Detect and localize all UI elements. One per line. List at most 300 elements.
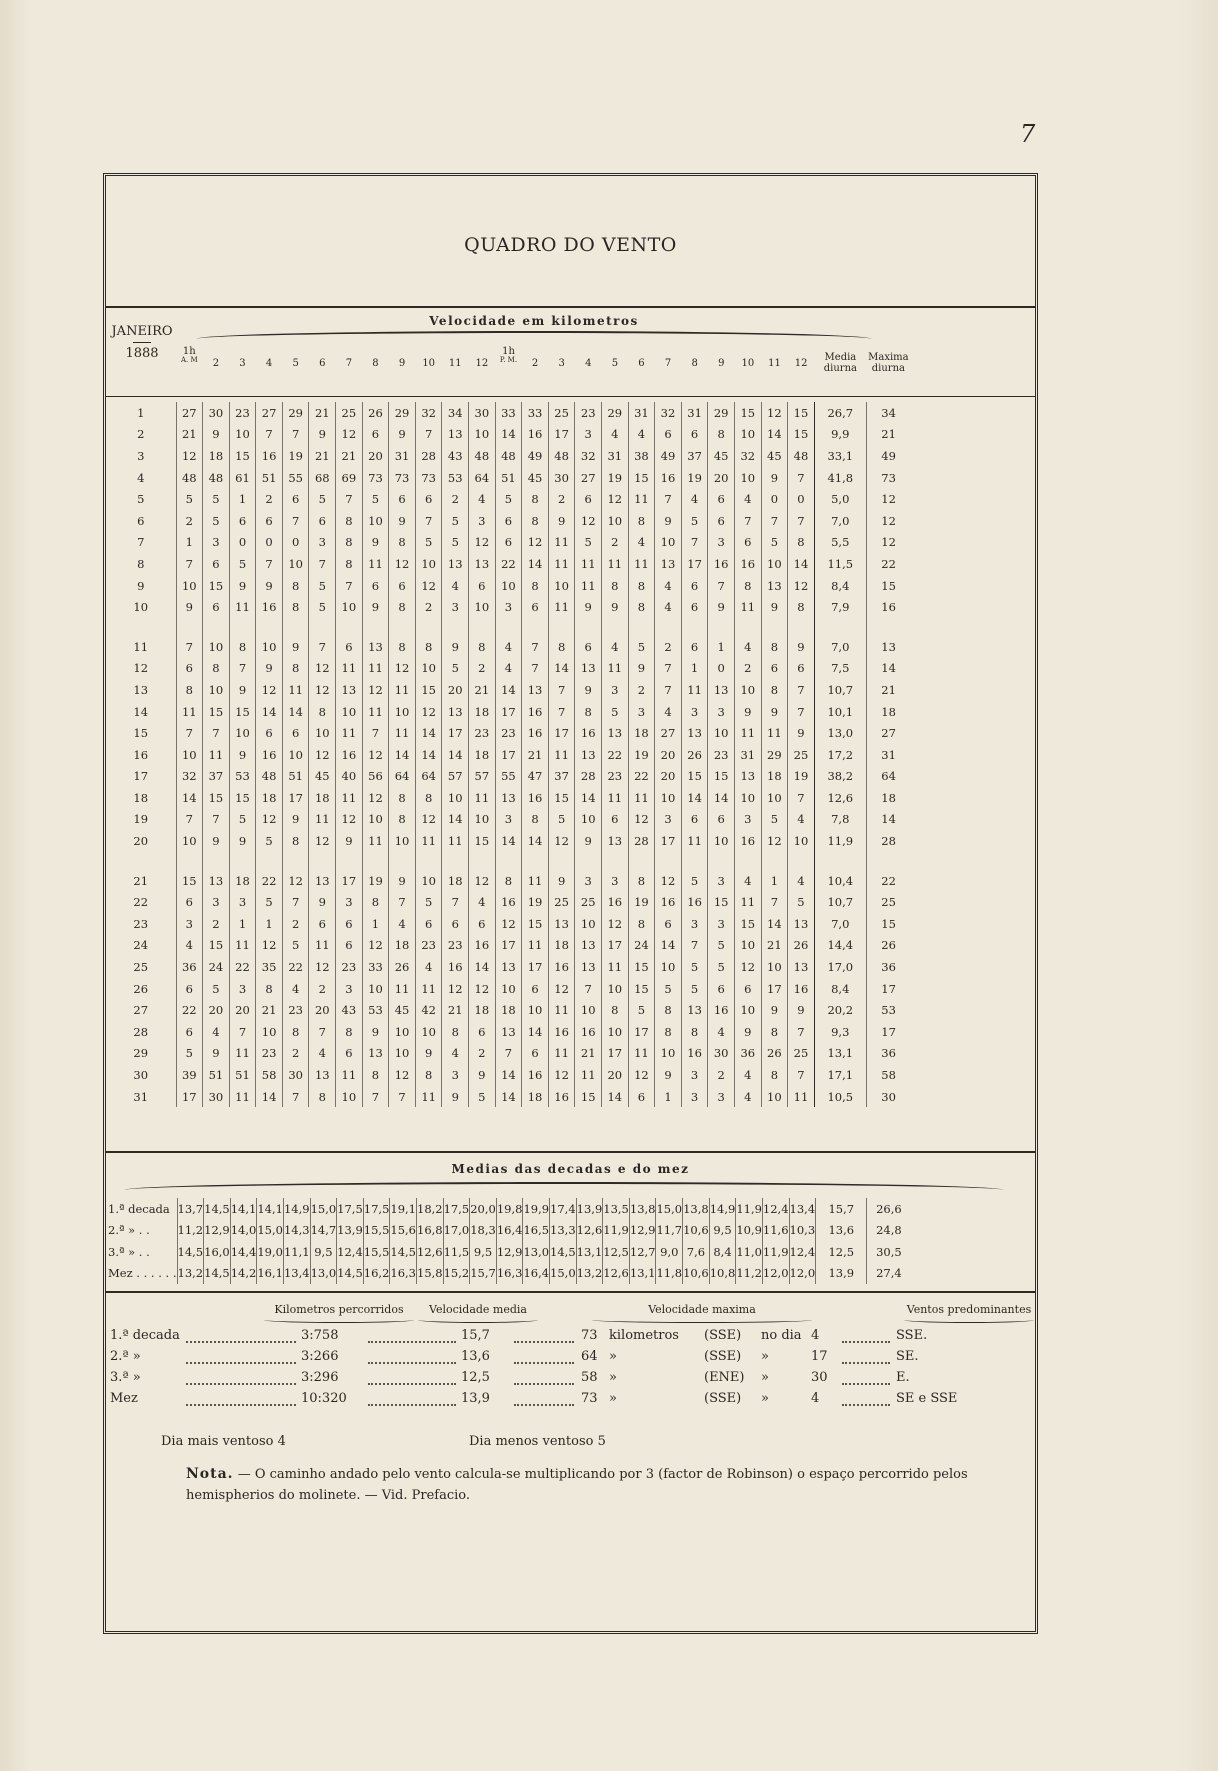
hour-cell: 42 bbox=[415, 999, 442, 1021]
hour-cell: 7 bbox=[389, 1086, 416, 1108]
hour-cell: 8 bbox=[389, 809, 416, 831]
decade-hour-cell: 16,2 bbox=[363, 1263, 390, 1285]
max-cell: 21 bbox=[866, 679, 910, 701]
hour-cell: 14 bbox=[256, 1086, 283, 1108]
hour-cell: 16 bbox=[256, 596, 283, 618]
hour-cell: 14 bbox=[495, 830, 522, 852]
hour-cell: 10 bbox=[336, 701, 363, 723]
hour-cell: 45 bbox=[761, 445, 788, 467]
hour-cell: 10 bbox=[415, 553, 442, 575]
hour-cell: 5 bbox=[681, 956, 708, 978]
decade-hour-cell: 14,1 bbox=[257, 1198, 284, 1220]
hour-cell: 15 bbox=[229, 445, 256, 467]
hour-cell: 11 bbox=[628, 787, 655, 809]
hour-header: 10 bbox=[741, 358, 755, 369]
hour-cell: 10 bbox=[415, 870, 442, 892]
hour-cell: 19 bbox=[602, 467, 629, 489]
hour-cell: 7 bbox=[655, 679, 682, 701]
day-cell: 22 bbox=[133, 895, 149, 910]
decade-hour-cell: 20,0 bbox=[470, 1198, 497, 1220]
hour-cell: 20 bbox=[203, 999, 230, 1021]
month-label bbox=[110, 324, 174, 361]
hour-cell: 16 bbox=[681, 891, 708, 913]
hour-cell: 8 bbox=[389, 636, 416, 658]
hour-cell: 15 bbox=[203, 935, 230, 957]
hour-cell: 17 bbox=[602, 935, 629, 957]
hour-cell: 53 bbox=[362, 999, 389, 1021]
hour-cell: 6 bbox=[469, 575, 496, 597]
hour-cell: 12 bbox=[309, 956, 336, 978]
hour-cell: 10 bbox=[256, 1021, 283, 1043]
hour-cell: 18 bbox=[469, 744, 496, 766]
hour-cell: 21 bbox=[309, 445, 336, 467]
hour-cell: 9 bbox=[389, 510, 416, 532]
hour-cell: 9 bbox=[788, 999, 815, 1021]
hour-cell: 12 bbox=[309, 658, 336, 680]
hour-cell: 14 bbox=[176, 787, 203, 809]
table-row bbox=[106, 679, 910, 701]
max-cell: 12 bbox=[866, 532, 910, 554]
hour-cell: 11 bbox=[734, 596, 761, 618]
hour-cell: 2 bbox=[469, 1043, 496, 1065]
summary-max-unit: » bbox=[609, 1391, 617, 1406]
hour-cell: 16 bbox=[548, 956, 575, 978]
hour-cell: 7 bbox=[548, 679, 575, 701]
hour-cell: 11 bbox=[442, 830, 469, 852]
day-cell: 21 bbox=[133, 873, 149, 888]
hour-cell: 13 bbox=[761, 575, 788, 597]
decade-avg-cell: 13,9 bbox=[816, 1263, 867, 1285]
hour-cell: 6 bbox=[734, 532, 761, 554]
day-cell: 9 bbox=[137, 578, 145, 593]
decade-hour-cell: 15,7 bbox=[470, 1263, 497, 1285]
hour-cell: 8 bbox=[788, 596, 815, 618]
summary-km: 10:320 bbox=[301, 1391, 347, 1406]
hour-cell: 6 bbox=[708, 978, 735, 1000]
hour-cell: 39 bbox=[176, 1064, 203, 1086]
avg-cell: 10,7 bbox=[814, 679, 866, 701]
avg-cell: 17,0 bbox=[814, 956, 866, 978]
hour-cell: 18 bbox=[761, 766, 788, 788]
hour-cell: 20 bbox=[655, 744, 682, 766]
decade-hour-cell: 13,3 bbox=[550, 1220, 577, 1242]
hour-cell: 14 bbox=[522, 830, 549, 852]
max-cell: 12 bbox=[866, 488, 910, 510]
hour-cell: 8 bbox=[336, 510, 363, 532]
hour-cell: 45 bbox=[389, 999, 416, 1021]
hour-cell: 12 bbox=[256, 679, 283, 701]
hour-cell: 2 bbox=[256, 488, 283, 510]
decade-hour-cell: 15,8 bbox=[417, 1263, 444, 1285]
decade-hour-cell: 13,1 bbox=[629, 1263, 656, 1285]
hour-cell: 9 bbox=[575, 596, 602, 618]
decade-hour-cell: 19,9 bbox=[523, 1198, 550, 1220]
hour-cell: 5 bbox=[362, 488, 389, 510]
hour-cell: 0 bbox=[229, 532, 256, 554]
hour-cell: 3 bbox=[203, 532, 230, 554]
hour-cell: 4 bbox=[628, 424, 655, 446]
hour-cell: 11 bbox=[469, 787, 496, 809]
hour-cell: 12 bbox=[415, 575, 442, 597]
hour-cell: 29 bbox=[708, 402, 735, 424]
table-row bbox=[106, 510, 910, 532]
hour-cell: 11 bbox=[415, 1086, 442, 1108]
decade-hour-cell: 13,4 bbox=[789, 1198, 816, 1220]
hour-cell: 13 bbox=[442, 553, 469, 575]
hour-cell: 36 bbox=[176, 956, 203, 978]
hour-cell: 15 bbox=[708, 891, 735, 913]
hour-cell: 17 bbox=[176, 1086, 203, 1108]
hour-cell: 15 bbox=[415, 679, 442, 701]
decade-hour-cell: 14,0 bbox=[230, 1220, 257, 1242]
hour-cell: 18 bbox=[442, 870, 469, 892]
hour-cell: 11 bbox=[336, 1064, 363, 1086]
max-header: Maxima diurna bbox=[868, 352, 909, 374]
day-cell: 6 bbox=[137, 513, 145, 528]
hour-cell: 13 bbox=[469, 553, 496, 575]
hour-cell: 16 bbox=[655, 467, 682, 489]
hour-cell: 23 bbox=[575, 402, 602, 424]
hour-cell: 8 bbox=[628, 575, 655, 597]
summary-label: Mez bbox=[110, 1391, 138, 1406]
hour-cell: 8 bbox=[415, 787, 442, 809]
hour-cell: 23 bbox=[415, 935, 442, 957]
hour-cell: 15 bbox=[176, 870, 203, 892]
hour-cell: 8 bbox=[389, 596, 416, 618]
hour-cell: 25 bbox=[548, 402, 575, 424]
hour-cell: 6 bbox=[203, 596, 230, 618]
max-cell: 15 bbox=[866, 913, 910, 935]
hour-cell: 11 bbox=[362, 830, 389, 852]
hour-cell: 15 bbox=[628, 956, 655, 978]
table-row bbox=[106, 636, 910, 658]
hour-cell: 6 bbox=[681, 809, 708, 831]
hour-cell: 31 bbox=[389, 445, 416, 467]
hour-cell: 10 bbox=[389, 830, 416, 852]
hour-cell: 28 bbox=[415, 445, 442, 467]
note-label: Nota. bbox=[186, 1466, 234, 1482]
hour-cell: 13 bbox=[548, 913, 575, 935]
hour-cell: 4 bbox=[442, 1043, 469, 1065]
hour-cell: 3 bbox=[336, 891, 363, 913]
decade-avg-cell: 15,7 bbox=[816, 1198, 867, 1220]
hour-cell: 6 bbox=[442, 913, 469, 935]
day-cell: 31 bbox=[133, 1089, 149, 1104]
hour-cell: 17 bbox=[495, 701, 522, 723]
hour-cell: 8 bbox=[282, 1021, 309, 1043]
decade-hour-cell: 17,5 bbox=[363, 1198, 390, 1220]
hour-cell: 17 bbox=[442, 722, 469, 744]
hour-cell: 2 bbox=[282, 1043, 309, 1065]
summary-dir: (SSE) bbox=[704, 1328, 742, 1343]
hour-cell: 10 bbox=[176, 830, 203, 852]
hour-cell: 14 bbox=[495, 1064, 522, 1086]
hour-cell: 23 bbox=[469, 722, 496, 744]
hour-cell: 1 bbox=[229, 488, 256, 510]
hour-cell: 6 bbox=[495, 510, 522, 532]
note bbox=[186, 1464, 1016, 1506]
hour-cell: 10 bbox=[442, 787, 469, 809]
hour-cell: 7 bbox=[336, 488, 363, 510]
hour-cell: 12 bbox=[282, 870, 309, 892]
hour-cell: 10 bbox=[362, 978, 389, 1000]
decade-hour-cell: 13,0 bbox=[523, 1241, 550, 1263]
hour-cell: 30 bbox=[548, 467, 575, 489]
dot-leader bbox=[368, 1341, 456, 1343]
decade-hour-cell: 13,2 bbox=[576, 1263, 603, 1285]
hour-cell: 48 bbox=[495, 445, 522, 467]
decade-hour-cell: 17,4 bbox=[550, 1198, 577, 1220]
hour-cell: 27 bbox=[256, 402, 283, 424]
dot-leader bbox=[842, 1362, 890, 1364]
hour-cell: 13 bbox=[575, 956, 602, 978]
hour-cell: 16 bbox=[681, 1043, 708, 1065]
hour-cell: 9 bbox=[548, 510, 575, 532]
avg-cell: 7,8 bbox=[814, 809, 866, 831]
hour-header: 6 bbox=[319, 358, 326, 369]
max-cell: 73 bbox=[866, 467, 910, 489]
hour-cell: 4 bbox=[734, 488, 761, 510]
hour-cell: 6 bbox=[469, 1021, 496, 1043]
hour-cell: 12 bbox=[469, 532, 496, 554]
hour-cell: 8 bbox=[256, 978, 283, 1000]
table-row bbox=[106, 575, 910, 597]
hour-cell: 7 bbox=[761, 891, 788, 913]
hour-cell: 48 bbox=[176, 467, 203, 489]
hour-cell: 16 bbox=[602, 891, 629, 913]
summary-dia-word: » bbox=[761, 1349, 769, 1364]
hour-cell: 13 bbox=[575, 935, 602, 957]
decade-hour-cell: 15,5 bbox=[363, 1241, 390, 1263]
hour-cell: 8 bbox=[495, 870, 522, 892]
hour-cell: 7 bbox=[415, 424, 442, 446]
summary-max-val: 73 bbox=[581, 1328, 598, 1343]
hour-cell: 7 bbox=[655, 488, 682, 510]
dot-leader bbox=[186, 1362, 296, 1364]
hour-cell: 16 bbox=[469, 935, 496, 957]
hour-cell: 16 bbox=[788, 978, 815, 1000]
hour-cell: 6 bbox=[628, 1086, 655, 1108]
title-rule bbox=[106, 306, 1035, 308]
hour-cell: 14 bbox=[389, 744, 416, 766]
decade-hour-cell: 11,2 bbox=[177, 1220, 204, 1242]
decade-hour-cell: 14,5 bbox=[204, 1198, 231, 1220]
hour-cell: 11 bbox=[309, 935, 336, 957]
header-rule bbox=[106, 396, 1035, 397]
decade-max-cell: 27,4 bbox=[867, 1263, 910, 1285]
hour-cell: 4 bbox=[309, 1043, 336, 1065]
decade-label: 1.ª decada bbox=[108, 1201, 170, 1216]
hour-cell: 14 bbox=[522, 1021, 549, 1043]
hour-cell: 6 bbox=[362, 424, 389, 446]
hour-cell: 8 bbox=[415, 636, 442, 658]
hour-cell: 12 bbox=[309, 830, 336, 852]
decade-hour-cell: 15,6 bbox=[390, 1220, 417, 1242]
hour-cell: 8 bbox=[788, 532, 815, 554]
hour-cell: 6 bbox=[708, 510, 735, 532]
hour-cell: 11 bbox=[575, 553, 602, 575]
decade-hour-cell: 11,8 bbox=[656, 1263, 683, 1285]
hour-cell: 10 bbox=[734, 787, 761, 809]
hour-cell: 37 bbox=[681, 445, 708, 467]
summary-dia: 30 bbox=[811, 1370, 828, 1385]
hour-cell: 53 bbox=[229, 766, 256, 788]
hour-cell: 5 bbox=[442, 658, 469, 680]
max-cell: 30 bbox=[866, 1086, 910, 1108]
hour-cell: 12 bbox=[575, 510, 602, 532]
max-cell: 15 bbox=[866, 575, 910, 597]
decade-hour-cell: 7,6 bbox=[683, 1241, 710, 1263]
hour-cell: 15 bbox=[734, 913, 761, 935]
hour-cell: 7 bbox=[788, 787, 815, 809]
hour-cell: 11 bbox=[734, 891, 761, 913]
hour-cell: 4 bbox=[734, 636, 761, 658]
decade-max-cell: 24,8 bbox=[867, 1220, 910, 1242]
hour-cell: 15 bbox=[522, 913, 549, 935]
decade-hour-cell: 10,9 bbox=[736, 1220, 763, 1242]
decade-hour-cell: 9,5 bbox=[709, 1220, 736, 1242]
hour-cell: 4 bbox=[788, 870, 815, 892]
hour-cell: 25 bbox=[788, 744, 815, 766]
hour-cell: 6 bbox=[602, 809, 629, 831]
medias-bracket bbox=[124, 1182, 1004, 1190]
hour-cell: 11 bbox=[176, 701, 203, 723]
hour-cell: 8 bbox=[469, 636, 496, 658]
hour-cell: 16 bbox=[522, 424, 549, 446]
summary-label: 3.ª » bbox=[110, 1370, 141, 1385]
decade-hour-cell: 12,0 bbox=[762, 1263, 789, 1285]
hour-cell: 9 bbox=[389, 870, 416, 892]
hour-cell: 19 bbox=[788, 766, 815, 788]
summary-dir: (SSE) bbox=[704, 1391, 742, 1406]
hour-cell: 11 bbox=[336, 658, 363, 680]
hour-cell: 5 bbox=[203, 510, 230, 532]
hour-cell: 3 bbox=[708, 913, 735, 935]
hour-cell: 15 bbox=[203, 575, 230, 597]
hour-cell: 0 bbox=[708, 658, 735, 680]
hour-cell: 10 bbox=[575, 999, 602, 1021]
hour-cell: 8 bbox=[602, 575, 629, 597]
hour-cell: 6 bbox=[575, 488, 602, 510]
hour-cell: 26 bbox=[681, 744, 708, 766]
summary-max-unit: » bbox=[609, 1370, 617, 1385]
hour-cell: 27 bbox=[655, 722, 682, 744]
day-cell: 18 bbox=[133, 790, 149, 805]
day-cell: 29 bbox=[133, 1046, 149, 1061]
hour-cell: 48 bbox=[548, 445, 575, 467]
hour-cell: 6 bbox=[469, 913, 496, 935]
decade-hour-cell: 11,6 bbox=[762, 1220, 789, 1242]
hour-cell: 5 bbox=[495, 488, 522, 510]
hour-cell: 13 bbox=[362, 1043, 389, 1065]
hour-cell: 15 bbox=[734, 402, 761, 424]
hour-cell: 14 bbox=[681, 787, 708, 809]
hour-cell: 11 bbox=[548, 1043, 575, 1065]
hour-cell: 3 bbox=[602, 679, 629, 701]
hour-cell: 3 bbox=[734, 809, 761, 831]
hour-cell: 6 bbox=[176, 658, 203, 680]
decade-hour-cell: 9,5 bbox=[470, 1241, 497, 1263]
avg-cell: 8,4 bbox=[814, 978, 866, 1000]
decade-hour-cell: 13,1 bbox=[576, 1241, 603, 1263]
table-row bbox=[106, 445, 910, 467]
hour-cell: 23 bbox=[256, 1043, 283, 1065]
hour-cell: 16 bbox=[522, 722, 549, 744]
avg-cell: 41,8 bbox=[814, 467, 866, 489]
hour-cell: 8 bbox=[389, 532, 416, 554]
hour-cell: 17 bbox=[495, 744, 522, 766]
hour-cell: 7 bbox=[203, 722, 230, 744]
avg-cell: 10,5 bbox=[814, 1086, 866, 1108]
decade-hour-cell: 11,5 bbox=[443, 1241, 470, 1263]
summary-label: 1.ª decada bbox=[110, 1328, 180, 1343]
summary-max-unit: kilometros bbox=[609, 1328, 679, 1343]
hour-cell: 6 bbox=[575, 636, 602, 658]
hour-cell: 1 bbox=[681, 658, 708, 680]
dot-leader bbox=[368, 1383, 456, 1385]
hour-cell: 15 bbox=[788, 402, 815, 424]
hour-cell: 6 bbox=[681, 596, 708, 618]
hour-cell: 14 bbox=[761, 424, 788, 446]
table-row bbox=[106, 532, 910, 554]
hour-cell: 9 bbox=[734, 1021, 761, 1043]
hour-cell: 6 bbox=[176, 978, 203, 1000]
hour-cell: 38 bbox=[628, 445, 655, 467]
summary-media: 13,6 bbox=[461, 1349, 490, 1364]
hour-cell: 6 bbox=[282, 722, 309, 744]
hour-cell: 30 bbox=[203, 402, 230, 424]
hour-header: 8 bbox=[691, 358, 698, 369]
hour-cell: 14 bbox=[761, 913, 788, 935]
hour-cell: 6 bbox=[336, 935, 363, 957]
hour-cell: 8 bbox=[761, 679, 788, 701]
hour-cell: 55 bbox=[282, 467, 309, 489]
hour-cell: 12 bbox=[362, 679, 389, 701]
hour-cell: 16 bbox=[548, 1086, 575, 1108]
table-row bbox=[106, 870, 910, 892]
hour-cell: 20 bbox=[309, 999, 336, 1021]
hour-cell: 4 bbox=[734, 1064, 761, 1086]
summary-row bbox=[106, 1370, 1035, 1392]
hour-cell: 49 bbox=[655, 445, 682, 467]
summary-dir: (SSE) bbox=[704, 1349, 742, 1364]
hour-cell: 11 bbox=[362, 701, 389, 723]
hour-cell: 13 bbox=[495, 1021, 522, 1043]
avg-header: Media diurna bbox=[823, 352, 857, 374]
day-cell: 25 bbox=[133, 960, 149, 975]
hour-cell: 11 bbox=[628, 553, 655, 575]
decade-hour-cell: 13,4 bbox=[283, 1263, 310, 1285]
summary-media: 15,7 bbox=[461, 1328, 490, 1343]
decade-hour-cell: 12,6 bbox=[576, 1220, 603, 1242]
decade-hour-cell: 16,5 bbox=[523, 1220, 550, 1242]
hour-cell: 10 bbox=[761, 956, 788, 978]
day-cell: 14 bbox=[133, 704, 149, 719]
hour-cell: 5 bbox=[761, 532, 788, 554]
decade-label: Mez . . . . . . bbox=[108, 1266, 177, 1281]
hour-cell: 7 bbox=[256, 553, 283, 575]
hour-cell: 18 bbox=[469, 999, 496, 1021]
avg-cell: 12,6 bbox=[814, 787, 866, 809]
hour-cell: 16 bbox=[336, 744, 363, 766]
hour-cell: 17 bbox=[602, 1043, 629, 1065]
hour-cell: 23 bbox=[708, 744, 735, 766]
hour-header: 9 bbox=[718, 358, 725, 369]
hour-cell: 4 bbox=[389, 913, 416, 935]
hour-cell: 51 bbox=[203, 1064, 230, 1086]
hour-cell: 14 bbox=[522, 553, 549, 575]
hour-cell: 16 bbox=[495, 891, 522, 913]
